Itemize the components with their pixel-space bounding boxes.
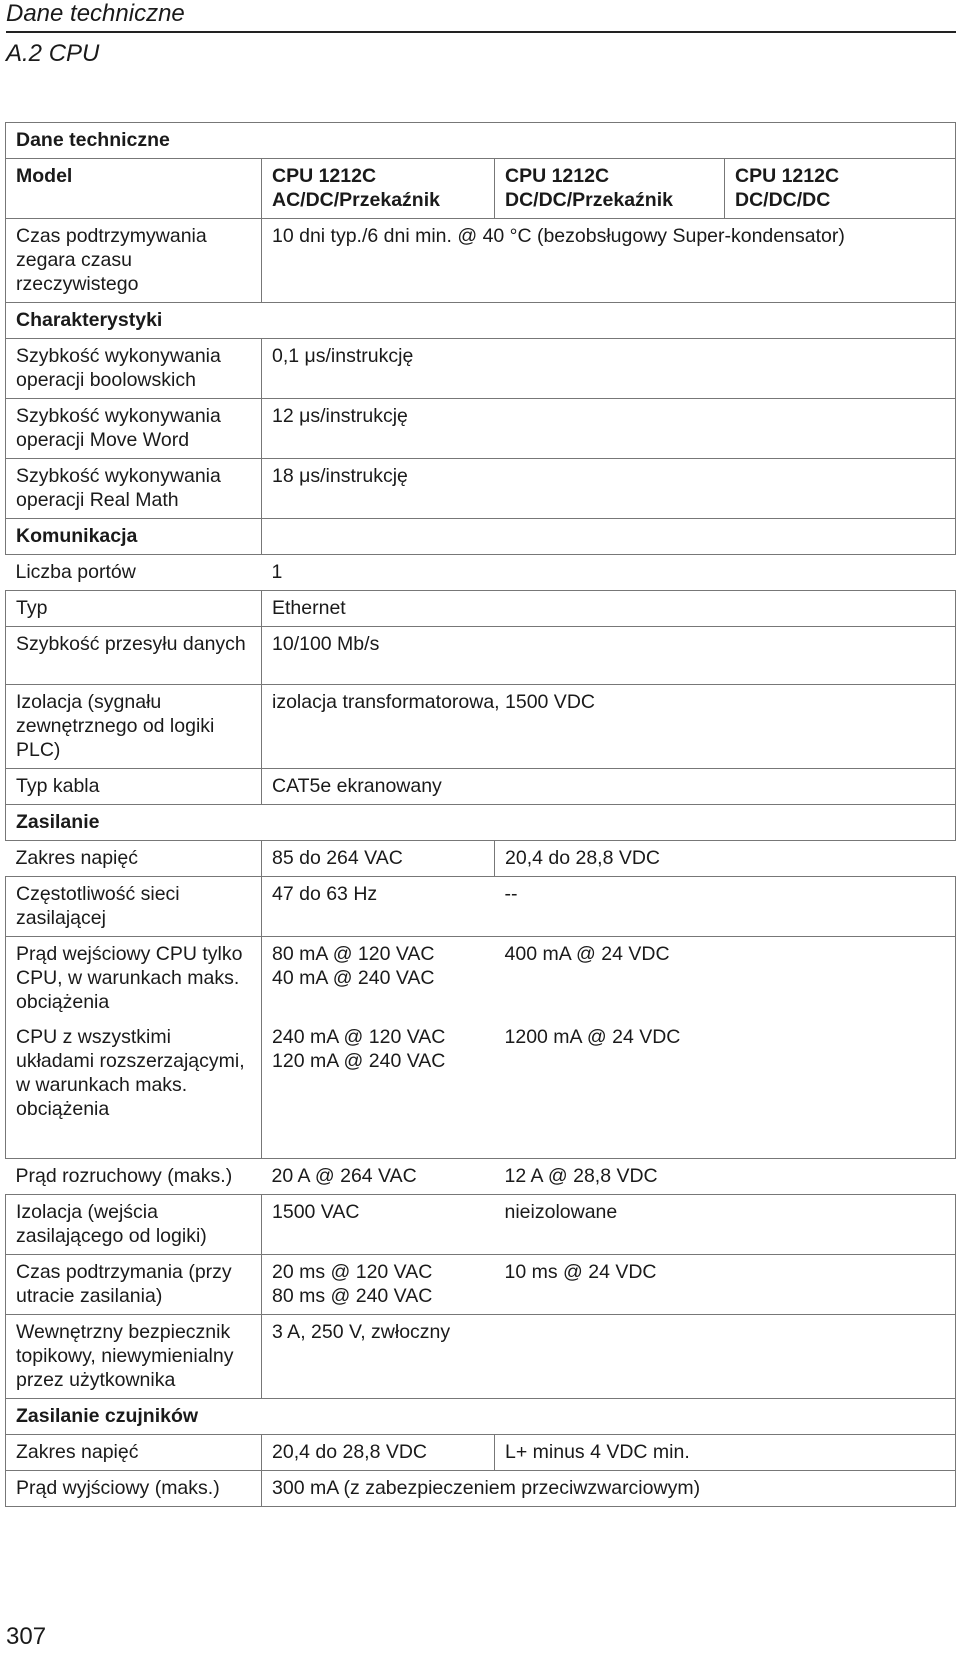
table-header-row <box>6 159 956 219</box>
row-value-dc: nieizolowane <box>495 1194 956 1254</box>
row-value-dc: -- <box>495 877 956 937</box>
row-label: Szybkość wykonywania operacji Move Word <box>6 399 262 459</box>
row-label: Czas podtrzymania (przy utracie zasilania) <box>6 1254 262 1314</box>
category-title: Zasilanie czujników <box>6 1398 956 1434</box>
row-label: Prąd wyjściowy (maks.) <box>6 1470 262 1506</box>
row-label: CPU z wszystkimi układami rozszerzającymi, w warunkach maks. obciążenia <box>6 1020 262 1158</box>
section-title: A.2 CPU <box>6 40 100 67</box>
category-empty-cell <box>262 519 956 555</box>
category-row-zasilanie <box>6 805 956 841</box>
row-label: Typ <box>6 591 262 627</box>
table-row <box>6 591 956 627</box>
row-label: Liczba portów <box>6 555 262 591</box>
table-row <box>6 399 956 459</box>
row-value-ac: 85 do 264 VAC <box>262 841 495 877</box>
row-label: Typ kabla <box>6 769 262 805</box>
column-header-dc-dc-dc-text: CPU 1212C DC/DC/DC <box>735 165 840 211</box>
row-value-ac: 47 do 63 Hz <box>262 877 495 937</box>
row-value: 20,4 do 28,8 VDC <box>262 1434 495 1470</box>
row-label: Prąd rozruchowy (maks.) <box>6 1158 262 1194</box>
category-title: Charakterystyki <box>6 303 956 339</box>
table-row <box>6 1254 956 1314</box>
table-row <box>6 1434 956 1470</box>
table-row <box>6 685 956 769</box>
category-row-charakterystyki <box>6 303 956 339</box>
table-row <box>6 1158 956 1194</box>
page-header <box>6 0 956 67</box>
row-value: 10 dni typ./6 dni min. @ 40 °C (bezobsługowy Super-kondensator) <box>262 219 956 303</box>
row-value: 0,1 μs/instrukcję <box>262 339 956 399</box>
row-label: Izolacja (sygnału zewnętrznego od logiki PLC) <box>6 685 262 769</box>
table-row <box>6 1314 956 1398</box>
row-value: CAT5e ekranowany <box>262 769 956 805</box>
row-value: 12 μs/instrukcję <box>262 399 956 459</box>
table-row <box>6 1194 956 1254</box>
column-header-dc-dc-relay-text: CPU 1212C DC/DC/Przekaźnik <box>505 165 673 211</box>
row-value: izolacja transformatorowa, 1500 VDC <box>262 685 956 769</box>
table-row <box>6 627 956 685</box>
row-value-ac: 80 mA @ 120 VAC 40 mA @ 240 VAC <box>262 937 495 1021</box>
table-row <box>6 769 956 805</box>
spec-table <box>5 122 956 1507</box>
table-row <box>6 841 956 877</box>
row-label: Szybkość wykonywania operacji Real Math <box>6 459 262 519</box>
table-row <box>6 459 956 519</box>
row-value-dc: 12 A @ 28,8 VDC <box>495 1158 956 1194</box>
table-row <box>6 877 956 937</box>
row-label: Zakres napięć <box>6 841 262 877</box>
column-header-model: Model <box>6 159 262 219</box>
row-label: Szybkość przesyłu danych <box>6 627 262 685</box>
category-row-komunikacja <box>6 519 956 555</box>
row-value-dc: 1200 mA @ 24 VDC <box>495 1020 956 1158</box>
row-value-dc: 10 ms @ 24 VDC <box>495 1254 956 1314</box>
table-row-rtc <box>6 219 956 303</box>
row-value-extra: L+ minus 4 VDC min. <box>495 1434 956 1470</box>
row-value-ac: 1500 VAC <box>262 1194 495 1254</box>
category-title: Komunikacja <box>6 519 262 555</box>
table-row <box>6 937 956 1021</box>
row-value: 300 mA (z zabezpieczeniem przeciwzwarciowym) <box>262 1470 956 1506</box>
row-value: 10/100 Mb/s <box>262 627 956 685</box>
column-header-ac-dc-relay <box>262 159 495 219</box>
row-label: Zakres napięć <box>6 1434 262 1470</box>
row-value-ac: 240 mA @ 120 VAC 120 mA @ 240 VAC <box>262 1020 495 1158</box>
row-label: Częstotliwość sieci zasilającej <box>6 877 262 937</box>
row-label: Czas podtrzymywania zegara czasu rzeczywistego <box>6 219 262 303</box>
row-value: 1 <box>262 555 956 591</box>
row-label: Prąd wejściowy CPU tylko CPU, w warunkach maks. obciążenia <box>6 937 262 1021</box>
row-label: Izolacja (wejścia zasilającego od logiki) <box>6 1194 262 1254</box>
category-title: Zasilanie <box>6 805 956 841</box>
row-value-ac: 20 ms @ 120 VAC 80 ms @ 240 VAC <box>262 1254 495 1314</box>
table-row <box>6 1470 956 1506</box>
column-header-dc-dc-dc <box>725 159 956 219</box>
row-value-dc: 20,4 do 28,8 VDC <box>495 841 956 877</box>
column-header-dc-dc-relay <box>495 159 725 219</box>
row-value-dc: 400 mA @ 24 VDC <box>495 937 956 1021</box>
row-value: Ethernet <box>262 591 956 627</box>
chapter-title: Dane techniczne <box>6 0 185 27</box>
column-header-ac-dc-relay-text: CPU 1212C AC/DC/Przekaźnik <box>272 165 440 211</box>
page-number: 307 <box>6 1623 47 1650</box>
row-value: 18 μs/instrukcję <box>262 459 956 519</box>
row-value-ac: 20 A @ 264 VAC <box>262 1158 495 1194</box>
table-row <box>6 339 956 399</box>
row-label: Szybkość wykonywania operacji boolowskich <box>6 339 262 399</box>
row-value-ac: 3 A, 250 V, zwłoczny <box>262 1314 956 1398</box>
row-label: Wewnętrzny bezpiecznik topikowy, niewymienialny przez użytkownika <box>6 1314 262 1398</box>
table-row <box>6 1020 956 1158</box>
header-rule <box>6 31 956 33</box>
table-row <box>6 555 956 591</box>
table-title-row <box>6 123 956 159</box>
category-row-zasilanie-czujnikow <box>6 1398 956 1434</box>
table-title: Dane techniczne <box>6 123 956 159</box>
